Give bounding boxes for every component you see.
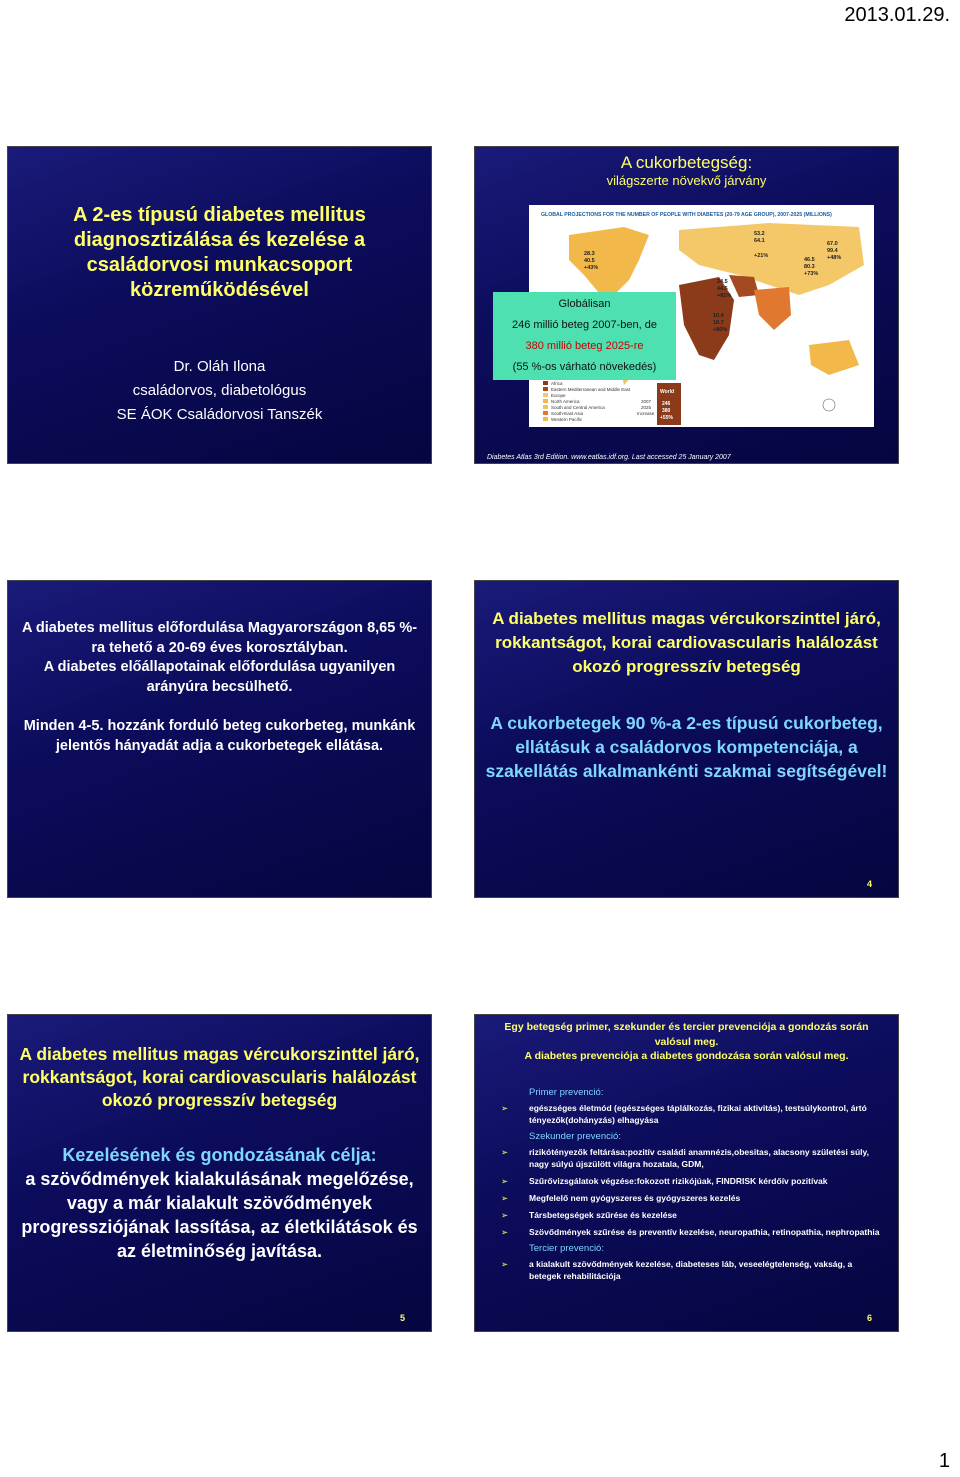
slide-2-subtitle: világszerte növekvő járvány: [606, 173, 767, 188]
arrow-bullet-icon: ➢: [501, 1176, 509, 1186]
idf-logo-icon: [823, 399, 835, 411]
eur-increase: +21%: [754, 253, 769, 259]
region-north-america: North America: [551, 399, 580, 404]
goal-heading: Kezelésének és gondozásának célja:: [62, 1145, 377, 1165]
region-africa: Africa: [551, 381, 563, 386]
legend-2007: 2007: [641, 399, 652, 404]
global-growth: (55 %-os várható növekedés): [512, 361, 657, 373]
global-2025: 380 millió beteg 2025-re: [525, 340, 644, 352]
region-wp: Western Pacific: [551, 417, 583, 422]
author-name: Dr. Oláh Ilona: [173, 358, 266, 375]
slide-4-definition: A diabetes mellitus magas vércukorszinttel járó, rokkantságot, korai cardiovascularis halálozást okozó progresszív betegség: [492, 609, 881, 676]
slide-4-number: 4: [866, 879, 872, 889]
prevention-intro: Egy betegség primer, szekunder és tercier prevenciója a gondozás során valósul meg.: [504, 1021, 869, 1048]
list-item: ➢ egészséges életmód (egészséges táplálkozás, fizikai aktivitás), testsúlykontrol, ártó tényezők(dohányzás) elhagyása: [501, 1103, 867, 1125]
sea-2025: 18.7: [713, 320, 724, 326]
list-item: ➢ Szűrővizsgálatok végzése:fokozott rizikójúak, FINDRISK kérdőív pozitívak: [501, 1176, 828, 1186]
list-item: ➢ Társbetegségek szűrése és kezelése: [501, 1210, 677, 1220]
slide-2-title: A cukorbetegség:: [620, 153, 753, 172]
world-increase: +55%: [660, 415, 673, 421]
slide-6-number: 6: [866, 1313, 872, 1323]
legend-increase: Increase: [637, 411, 655, 416]
sea-increase: +80%: [713, 327, 728, 333]
north-america-shape: [569, 227, 649, 295]
list-item: ➢ Szövődmények szűrése és preventív kezelése, neuropathia, retinopathia, nephropathia: [501, 1227, 880, 1237]
global-stats-box: [493, 292, 676, 380]
print-date: 2013.01.29.: [844, 4, 950, 26]
list-item: ➢ rizikótényezők feltárása:pozitív családi anamnézis,obesitas, alacsony születési súly, nagy súlyú újszülött világra hozatala, GDM,: [501, 1147, 869, 1169]
map-title: GLOBAL PROJECTIONS FOR THE NUMBER OF PEOPLE WITH DIABETES (20-79 AGE GROUP), 2007-2025 (MILLIONS): [541, 212, 832, 218]
world-2025: 380: [662, 408, 671, 414]
primer-heading: Primer prevenció:: [529, 1087, 604, 1098]
south-east-asia-shape: [754, 287, 791, 330]
slide-1: [7, 146, 432, 464]
workload-text: Minden 4-5. hozzánk forduló beteg cukorbeteg, munkánk jelentős hányadát adja a cukorbetegek ellátása.: [23, 718, 416, 754]
me-increase: +73%: [804, 271, 819, 277]
na-2007: 28.3: [584, 251, 595, 257]
wp-2025: 99.4: [827, 248, 838, 254]
wp-increase: +48%: [827, 255, 842, 261]
author-role: családorvos, diabetológus: [132, 382, 307, 399]
slide-5-number: 5: [400, 1313, 406, 1323]
eu-2007: 24.5: [717, 279, 728, 285]
region-europe: Europe: [551, 393, 566, 398]
slide-6-header: [485, 1020, 888, 1064]
arrow-bullet-icon: ➢: [501, 1147, 509, 1157]
arrow-bullet-icon: ➢: [501, 1227, 509, 1237]
list-item: ➢ a kialakult szövődmények kezelése, diabeteses láb, veseelégtelenség, vakság, a betegek rehabilitációja: [501, 1259, 853, 1281]
slide-3-body: [16, 619, 423, 756]
region-sea: South-East Asia: [551, 411, 584, 416]
author-dept: SE ÁOK Családorvosi Tanszék: [116, 406, 323, 423]
na-2025: 40.5: [584, 258, 595, 264]
me-2025: 80.3: [804, 264, 815, 270]
me-2007: 46.5: [804, 257, 815, 263]
slide-1-title: A 2-es típusú diabetes mellitus diagnosztizálása és kezelése a családorvosi munkacsoport közreműködésével: [73, 204, 366, 301]
arrow-bullet-icon: ➢: [501, 1210, 509, 1220]
diabetes-prevention-intro: A diabetes prevenciója a diabetes gondozása során valósul meg.: [524, 1050, 849, 1062]
source-citation: Diabetes Atlas 3rd Edition. www.eatlas.idf.org. Last accessed 25 January 2007: [487, 454, 731, 461]
eu-2025: 44.5: [717, 286, 728, 292]
slide-5: [7, 1014, 432, 1332]
arrow-bullet-icon: ➢: [501, 1103, 509, 1113]
goal-body: a szövődmények kialakulásának megelőzése, vagy a már kialakult szövődmények progressziójának lassítása, az életkilátások és az életminőség javítása.: [21, 1169, 418, 1261]
slide-2: [474, 146, 899, 464]
global-2007: 246 millió beteg 2007-ben, de: [512, 319, 657, 331]
prevention-list: [497, 1083, 886, 1287]
slide-5-goal: [14, 1143, 425, 1263]
slide-1-author-block: [18, 355, 421, 427]
slide-5-definition: A diabetes mellitus magas vércukorszinttel járó, rokkantságot, korai cardiovascularis halálozást okozó progresszív betegség: [19, 1044, 420, 1110]
slide-4: [474, 580, 899, 898]
list-item: ➢ Megfelelő nem gyógyszeres és gyógyszeres kezelés: [501, 1193, 741, 1203]
page-number: 1: [938, 1450, 950, 1472]
slide-6: [474, 1014, 899, 1332]
world-2007: 246: [662, 401, 671, 407]
arrow-bullet-icon: ➢: [501, 1259, 509, 1269]
world-label: World: [660, 389, 675, 395]
prediabetes-text: A diabetes előállapotainak előfordulása ugyanilyen arányúra becsülhető.: [43, 659, 396, 695]
eur-2025: 64.1: [754, 238, 765, 244]
szekunder-heading: Szekunder prevenció:: [529, 1131, 621, 1142]
sea-2007: 10.4: [713, 313, 724, 319]
prevalence-text: A diabetes mellitus előfordulása Magyarországon 8,65 %-ra tehető a 20-69 éves korosztályban.: [21, 620, 418, 656]
global-label: Globálisan: [558, 298, 611, 310]
legend-2025: 2025: [641, 405, 652, 410]
region-sca: South and Central America: [551, 405, 605, 410]
australia-shape: [809, 340, 859, 375]
tercier-heading: Tercier prevenció:: [529, 1243, 604, 1254]
slide-2-title-block: [475, 153, 898, 188]
eu-increase: +81%: [717, 293, 732, 299]
arrow-bullet-icon: ➢: [501, 1193, 509, 1203]
slide-4-type2-text: A cukorbetegek 90 %-a 2-es típusú cukorbeteg, ellátásuk a családorvos kompetenciája, a szakellátás alkalmankénti szakmai segítségével!: [485, 713, 888, 781]
slide-3: [7, 580, 432, 898]
wp-2007: 67.0: [827, 241, 838, 247]
region-emme: Eastern Mediterranean and Middle East: [551, 387, 631, 392]
na-increase: +43%: [584, 265, 599, 271]
eur-2007: 53.2: [754, 231, 765, 237]
